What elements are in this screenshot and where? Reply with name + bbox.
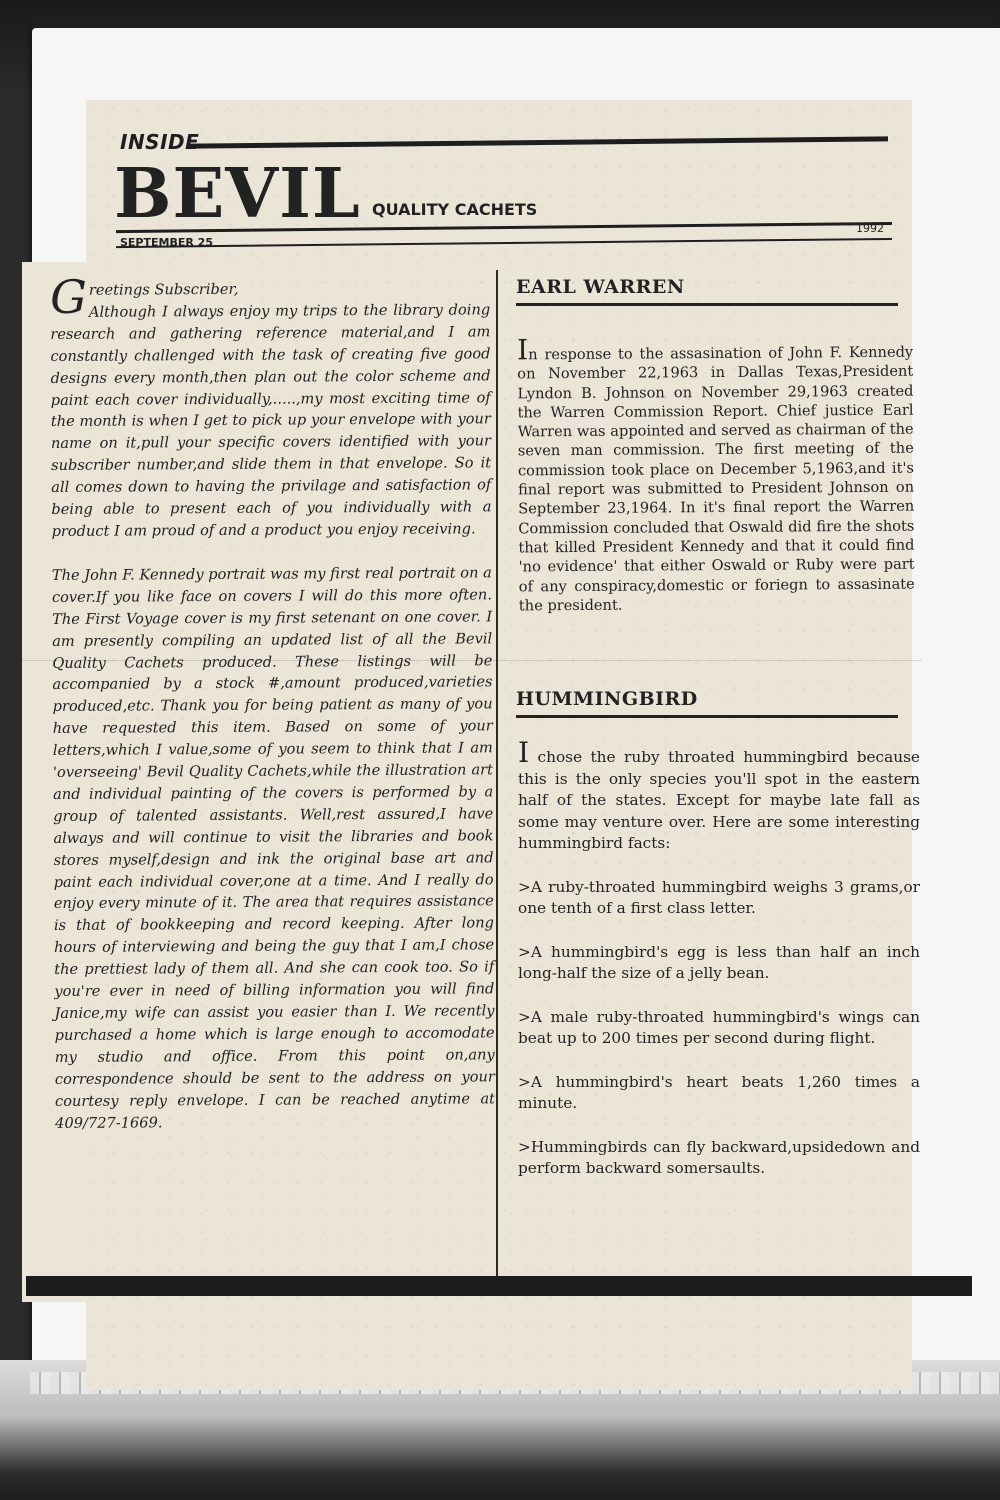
footer-rule <box>26 1276 972 1296</box>
masthead-title: BEVIL <box>114 154 361 234</box>
editor-letter <box>49 269 496 1156</box>
earl-warren-body <box>516 333 915 616</box>
letter-greeting <box>49 269 490 324</box>
hummingbird-heading: HUMMINGBIRD <box>516 690 898 718</box>
hummingbird-body <box>518 736 920 1202</box>
hummingbird-fact: >A male ruby-throated hummingbird's wings can beat up to 200 times per second during flight. <box>518 1007 920 1047</box>
hummingbird-intro <box>518 736 920 855</box>
hummingbird-intro-text: chose the ruby throated hummingbird because this is the only species you'll spot in the eastern half of the states. Except for maybe late fall as some may venture over. Here are some interesting hummingbird facts: <box>518 748 920 852</box>
letter-paragraph-1-text: Although I always enjoy my trips to the library doing research and gathering reference material,and I am constantly challenged with the task of creating five good designs every month,then plan out the color scheme and paint each cover individually,.....,my most exciting time of the month is when I get to pick up your envelope with your name on it,pull your specific covers identified with your subscriber number,and slide them in that envelope. So it all comes down to having the privilage and satisfaction of being able to present each of you individually with a product I am proud of and a product you enjoy receiving. <box>50 301 492 540</box>
greeting-text: reetings Subscriber, <box>88 280 239 299</box>
hummingbird-section <box>516 688 920 1177</box>
hummingbird-fact: >A ruby-throated hummingbird weighs 3 grams,or one tenth of a first class letter. <box>518 877 920 917</box>
issue-date: SEPTEMBER 25 <box>120 236 213 249</box>
hummingbird-fact: >A hummingbird's heart beats 1,260 times a minute. <box>518 1072 920 1112</box>
earl-warren-initial: I <box>516 333 529 367</box>
masthead-inside-label: INSIDE <box>120 130 200 154</box>
letter-paragraph-2: The John F. Kennedy portrait was my first real portrait on a cover.If you like face on covers I will do this more often. The First Voyage cover is my first setenant on one cover. I am presently compiling an updated list of all the Bevil Quality Cachets produced. These listings will be accompanied by a stock #,amount produced,varieties produced,etc. Thank you for being patient as many of you have requested this item. Based on some of your letters,which I value,some of you seem to think that I am 'overseeing' Bevil Quality Cachets,while the illustration art and individual painting of the covers is performed by a group of talented assistants. Well,rest assured,I have always and will continue to visit the libraries and book stores myself,design and ink the original base art and paint each individual cover,one at a time. And I really do enjoy every minute of it. The area that requires assistance is that of bookkeeping and record keeping. After long hours of interviewing and being the guy that I am,I chose the prettiest lady of them all. And she can cook too. So if you're ever in need of billing information you will find Janice,my wife can assist you easier than I. We recently purchased a home which is large enough to accomodate my studio and office. From this point on,any correspondence should be sent to the address on your courtesy reply envelope. I can be reached anytime at 409/727-1669. <box>51 564 496 1132</box>
drop-cap: G <box>49 269 88 324</box>
hummingbird-initial: I <box>518 736 530 769</box>
hummingbird-fact: >A hummingbird's egg is less than half an inch long-half the size of a jelly bean. <box>518 942 920 982</box>
column-divider <box>496 270 498 1278</box>
letter-paragraph-1 <box>49 269 492 543</box>
issue-year: 1992 <box>856 222 884 235</box>
masthead-subtitle: QUALITY CACHETS <box>372 200 538 219</box>
hummingbird-fact: >Hummingbirds can fly backward,upsidedown and perform backward somersaults. <box>518 1137 920 1177</box>
earl-warren-heading: EARL WARREN <box>516 278 898 306</box>
earl-warren-section <box>516 276 915 615</box>
earl-warren-text: n response to the assasination of John F. Kennedy on November 22,1963 in Dallas Texas,President Lyndon B. Johnson on November 29,1963 created the Warren Commission Report. Chief justice Earl Warren was appointed and served as chairman of the seven man commission. The first meeting of the commission took place on December 5,1963,and it's final report was submitted to President Johnson on September 23,1964. In it's final report the Warren Commission concluded that Oswald did fire the shots that killed President Kennedy and that it could find 'no evidence' that either Oswald or Ruby were part of any conspiracy,domestic or foriegn to assasinate the president. <box>517 343 915 615</box>
